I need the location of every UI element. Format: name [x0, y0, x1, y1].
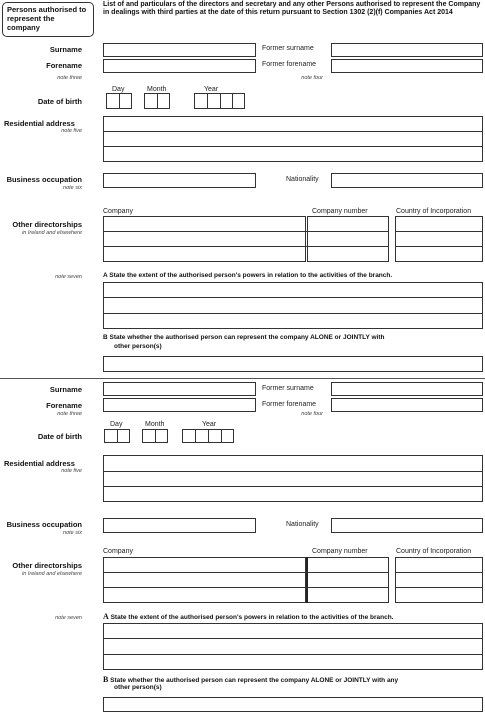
former-surname-label-2: Former surname [262, 385, 314, 392]
note-five-2: note five [61, 468, 82, 474]
residential-address-field-2[interactable] [103, 455, 483, 502]
directorship-company-field[interactable] [103, 216, 306, 262]
section-tag: Persons authorised to represent the company [2, 2, 94, 37]
business-occupation-field-2[interactable] [103, 518, 256, 533]
directorship-number-field[interactable] [307, 216, 389, 262]
question-a-text: State the extent of the authorised person's powers in relation to the activities of the branch. [109, 272, 393, 279]
residential-address-label-2: Residential address [4, 459, 75, 468]
note-seven-2: note seven [55, 615, 82, 621]
directorship-country-field-2[interactable] [395, 557, 483, 603]
month-label: Month [147, 86, 167, 93]
question-b-text: State whether the authorised person can represent the company ALONE or JOINTLY with [109, 334, 385, 341]
former-forename-field-2[interactable] [331, 398, 483, 412]
note-seven: note seven [55, 274, 82, 280]
question-a-letter: A [103, 272, 108, 279]
note-four: note four [301, 75, 323, 81]
question-a-2 [103, 612, 394, 622]
note-six-2: note six [63, 530, 82, 536]
question-a-letter-2: A [103, 612, 109, 621]
note-six: note six [63, 185, 82, 191]
question-b-line2-2: other person(s) [114, 684, 162, 691]
other-directorships-label-2: Other directorships [12, 561, 82, 570]
powers-field[interactable] [103, 282, 483, 329]
former-surname-field[interactable] [331, 43, 483, 57]
year-label-2: Year [202, 421, 217, 428]
country-col-label-2: Country of Incorporation [396, 548, 472, 555]
in-ireland-note-2: in Ireland and elsewhere [22, 571, 82, 577]
note-four-2: note four [301, 411, 323, 417]
company-col-label-2: Company [103, 548, 133, 555]
other-directorships-label: Other directorships [12, 220, 82, 229]
directorship-number-field-2[interactable] [307, 557, 389, 603]
question-b-letter-2: B [103, 675, 109, 684]
question-b-line2: other person(s) [114, 343, 162, 350]
forename-field[interactable] [103, 59, 256, 73]
note-five: note five [61, 128, 82, 134]
nationality-label-2: Nationality [286, 521, 319, 528]
powers-field-2[interactable] [103, 623, 483, 670]
former-forename-field[interactable] [331, 59, 483, 73]
day-label: Day [112, 86, 125, 93]
question-a-text-2: State the extent of the authorised person's powers in relation to the activities of the branch. [110, 614, 394, 621]
month-label-2: Month [145, 421, 165, 428]
residential-address-label: Residential address [4, 119, 75, 128]
surname-label: Surname [49, 45, 82, 54]
business-occupation-label-2: Business occupation [6, 520, 82, 529]
forename-label: Forename [46, 61, 82, 70]
company-number-col-label: Company number [312, 208, 368, 215]
forename-field-2[interactable] [103, 398, 256, 412]
directorship-company-field-2[interactable] [103, 557, 306, 603]
note-three-2: note three [57, 411, 82, 417]
date-of-birth-label: Date of birth [37, 97, 82, 106]
question-b [103, 334, 385, 342]
company-number-col-label-2: Company number [312, 548, 368, 555]
question-b-letter: B [103, 334, 108, 341]
directorship-country-field[interactable] [395, 216, 483, 262]
nationality-field[interactable] [331, 173, 483, 188]
business-occupation-label: Business occupation [6, 175, 82, 184]
surname-label-2: Surname [49, 385, 82, 394]
business-occupation-field[interactable] [103, 173, 256, 188]
country-col-label: Country of Incorporation [396, 208, 472, 215]
former-forename-label-2: Former forename [262, 401, 317, 408]
representation-field-2[interactable] [103, 697, 483, 712]
forename-label-2: Forename [46, 401, 82, 410]
day-label-2: Day [110, 421, 123, 428]
year-label: Year [204, 86, 219, 93]
surname-field[interactable] [103, 43, 256, 57]
company-col-label: Company [103, 208, 133, 215]
former-forename-label: Former forename [262, 61, 317, 68]
former-surname-label: Former surname [262, 45, 314, 52]
nationality-label: Nationality [286, 176, 319, 183]
former-surname-field-2[interactable] [331, 382, 483, 396]
intro-text: List of and particulars of the directors and secretary and any other Persons authorised to represent the Company in dealings with third parties at the date of this return pursuant to Section 1302 (2)(f) Companies Act 2014 [103, 1, 481, 17]
note-three: note three [57, 75, 82, 81]
surname-field-2[interactable] [103, 382, 256, 396]
nationality-field-2[interactable] [331, 518, 483, 533]
question-b-text-2: State whether the authorised person can represent the company ALONE or JOINTLY with any [110, 677, 399, 684]
representation-field[interactable] [103, 356, 483, 372]
question-a [103, 272, 392, 280]
in-ireland-note: in Ireland and elsewhere [22, 230, 82, 236]
residential-address-field[interactable] [103, 116, 483, 162]
section-divider [0, 378, 485, 379]
date-of-birth-label-2: Date of birth [37, 432, 82, 441]
